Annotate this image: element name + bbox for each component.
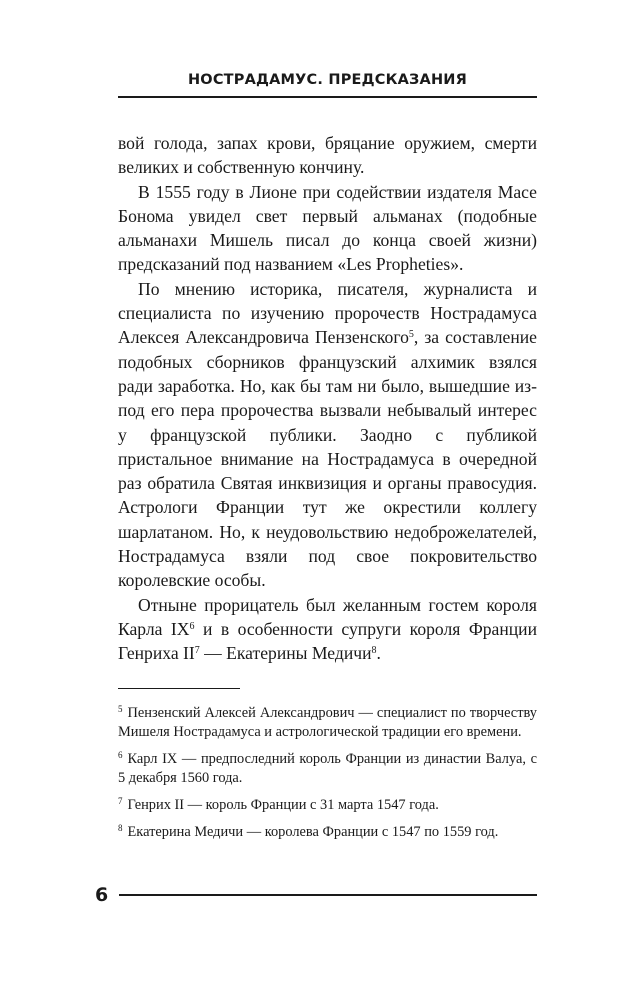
paragraph-continuation: вой голода, запах крови, бряцание оружием, смерти великих и собственную кончину.: [118, 133, 537, 178]
footnote-ref-6: 6: [189, 620, 195, 632]
footnote-text: Пензенский Алексей Александрович — специалист по творчеству Мишеля Нострадамуса и астрологической традиции его времени.: [118, 705, 537, 740]
paragraph-penzensky-part2: , за составление подобных сборников французский алхимик взялся ради заработка. Но, как бы там ни было, вышедшие из-под его пера пророчества вызвали небывалый интерес у французской публики. Заодно с публикой пристальное внимание на Нострадамуса в очередной раз обратила Святая инквизиция и органы правосудия. Астрологи Франции тут же окрестили коллегу шарлатаном. Но, к неудовольствию недоброжелателей, Нострадамуса взяли под свое покровительство королевские особы.: [118, 327, 537, 591]
footnotes: [118, 704, 537, 850]
main-text: [118, 131, 537, 666]
footnote-ref-7: 7: [194, 645, 200, 657]
footnote-ref-8: 8: [371, 645, 377, 657]
paragraph-royal-part3: — Екатерины Медичи: [199, 643, 372, 664]
footnote-number: 5: [118, 704, 123, 714]
paragraph-royal-guest: [118, 593, 537, 666]
paragraph-royal-part2: и в особенности супруги короля Франции Генриха II: [118, 618, 537, 664]
footnote-number: 8: [118, 823, 123, 833]
footnote-divider: [118, 688, 240, 689]
paragraph-penzensky-part1: По мнению историка, писателя, журналиста и специалиста по изучению пророчеств Нострадамуса Алексея Александровича Пензенского: [118, 278, 537, 348]
footnote-number: 7: [118, 796, 123, 806]
footer-rule: [119, 894, 537, 896]
paragraph-almanac: В 1555 году в Лионе при содействии издателя Масе Бонома увидел свет первый альманах (подобные альманахи Мишель писал до конца своей жизни) предсказаний под названием «Les Propheties».: [118, 181, 537, 275]
footnote-text: Карл IX — предпоследний король Франции из династии Валуа, с 5 декабря 1560 года.: [118, 751, 537, 786]
paragraph-royal-part1: Отныне прорицатель был желанным гостем короля Карла IX: [118, 594, 537, 639]
footnote-text: Генрих II — король Франции с 31 марта 1547 года.: [127, 797, 439, 813]
page-number: 6: [95, 884, 109, 906]
footnote-8: [118, 823, 537, 842]
footnote-text: Екатерина Медичи — королева Франции с 1547 по 1559 год.: [127, 824, 499, 840]
paragraph-penzensky: [118, 277, 537, 593]
paragraph-royal-part4: .: [376, 643, 381, 664]
running-header-title: НОСТРАДАМУС. ПРЕДСКАЗАНИЯ: [187, 72, 468, 88]
page-footer: [95, 884, 537, 914]
footnote-5: [118, 704, 537, 742]
footnote-number: 6: [118, 750, 123, 760]
footnote-6: [118, 750, 537, 788]
footnote-7: [118, 796, 537, 815]
footnote-ref-5: 5: [408, 329, 414, 341]
running-header: [118, 72, 537, 98]
